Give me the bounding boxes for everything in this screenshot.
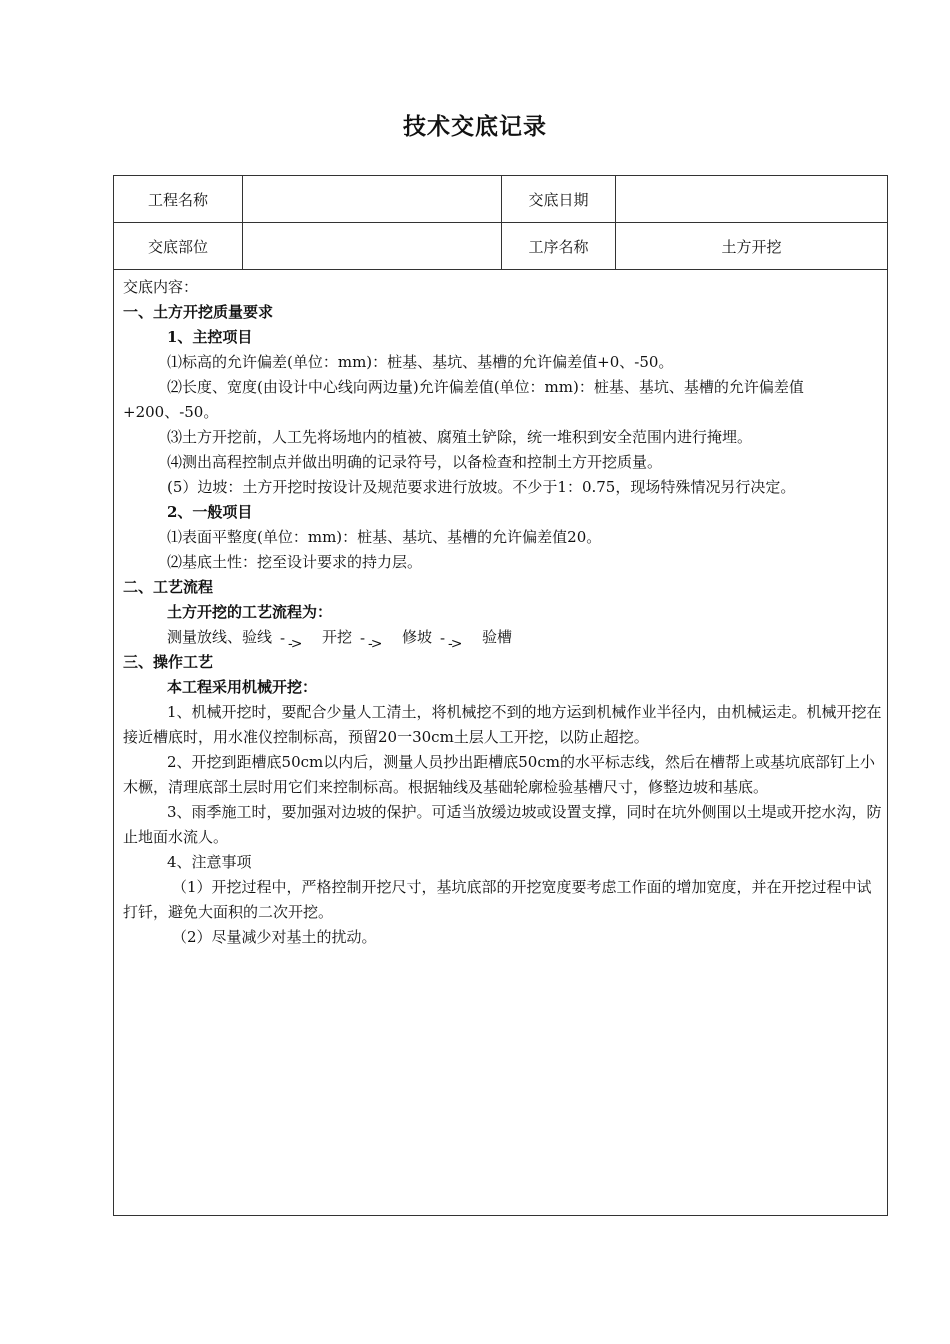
section-1-title: 一、土方开挖质量要求: [123, 303, 274, 321]
process-flow: [123, 625, 883, 650]
content-box: [113, 269, 888, 1216]
flow-step-3: 修坡: [402, 628, 433, 646]
flow-step-1: 测量放线、验线: [167, 628, 273, 646]
part-label: 交底部位: [114, 223, 243, 270]
section-3-item-4: 4、注意事项: [167, 853, 252, 871]
section-3-4-item-a: （1）开挖过程中，严格控制开挖尺寸，基坑底部的开挖宽度要考虑工作面的增加宽度，并在开挖过程中试打钎，避免大面积的二次开挖。: [123, 878, 872, 921]
flow-step-4: 验槽: [482, 628, 513, 646]
header-table: [113, 175, 888, 270]
document-title: 技术交底记录: [403, 113, 547, 140]
flow-arrow-icon: [280, 634, 314, 648]
date-value: [616, 176, 888, 223]
flow-step-2: 开挖: [322, 628, 353, 646]
project-name-label: 工程名称: [114, 176, 243, 223]
process-label: 工序名称: [502, 223, 616, 270]
section-1-1-item-a: ⑴标高的允许偏差(单位：mm)：桩基、基坑、基槽的允许偏差值+0、-50。: [167, 353, 674, 371]
content-intro: 交底内容：: [123, 278, 199, 296]
flow-arrow-icon: [440, 634, 474, 648]
section-3-item-3: 3、雨季施工时，要加强对边坡的保护。可适当放缓边坡或设置支撑，同时在坑外侧围以土堤或开挖水沟，防止地面水流人。: [123, 803, 882, 846]
section-2-subtitle: 土方开挖的工艺流程为：: [167, 603, 333, 621]
section-1-1-item-b: ⑵长度、宽度(由设计中心线向两边量)允许偏差值(单位：mm)：桩基、基坑、基槽的允许偏差值+200、-50。: [123, 378, 804, 421]
section-3-4-item-b: （2）尽量减少对基土的扰动。: [172, 928, 377, 946]
content-text: [123, 275, 883, 950]
section-1-1-item-d: ⑷测出高程控制点并做出明确的记录符号，以备检查和控制土方开挖质量。: [167, 453, 663, 471]
project-name-value: [243, 176, 502, 223]
flow-arrow-icon: [360, 634, 394, 648]
section-3-item-2: 2、开挖到距槽底50cm以内后，测量人员抄出距槽底50cm的水平标志线，然后在槽帮上或基坑底部钉上小木橛，清理底部土层时用它们来控制标高。根据轴线及基础轮廓检验基槽尺寸，修整边坡和基底。: [123, 753, 875, 796]
section-1-1-title: 1、主控项目: [167, 328, 253, 346]
section-2-title: 二、工艺流程: [123, 578, 214, 596]
header-row-1: [114, 176, 888, 223]
section-3-item-1: 1、机械开挖时，要配合少量人工清土，将机械挖不到的地方运到机械作业半径内，由机械运走。机械开挖在接近槽底时，用水准仪控制标高，预留20一30cm土层人工开挖，以防止超挖。: [123, 703, 882, 746]
section-3-title: 三、操作工艺: [123, 653, 214, 671]
part-value: [243, 223, 502, 270]
process-value: 土方开挖: [616, 223, 888, 270]
section-1-1-item-c: ⑶土方开挖前，人工先将场地内的植被、腐殖土铲除，统一堆积到安全范围内进行掩埋。: [167, 428, 753, 446]
header-row-2: [114, 223, 888, 270]
section-1-2-item-a: ⑴表面平整度(单位：mm)：桩基、基坑、基槽的允许偏差值20。: [167, 528, 602, 546]
section-1-2-item-b: ⑵基底土性：挖至设计要求的持力层。: [167, 553, 423, 571]
section-3-subtitle: 本工程采用机械开挖：: [167, 678, 318, 696]
section-1-1-item-e: (5）边坡：土方开挖时按设计及规范要求进行放坡。不少于1：0.75，现场特殊情况另行决定。: [167, 478, 796, 496]
date-label: 交底日期: [502, 176, 616, 223]
section-1-2-title: 2、一般项目: [167, 503, 253, 521]
